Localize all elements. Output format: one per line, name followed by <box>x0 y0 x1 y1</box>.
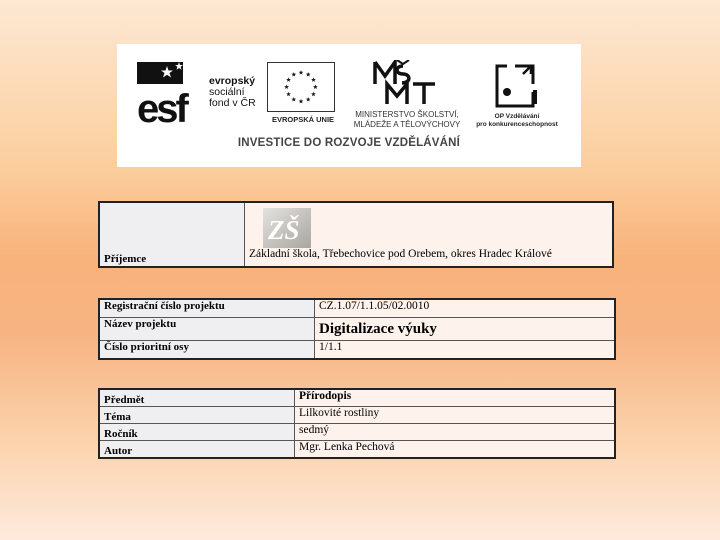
msmt-caption-line-2: MLÁDEŽE A TĚLOVÝCHOVY <box>353 120 461 129</box>
esf-text-line-3: fond v ČR <box>209 97 256 109</box>
esf-logo-text <box>209 76 269 109</box>
esf-text-line-2: sociální <box>209 86 245 98</box>
table-row <box>99 318 615 341</box>
grade-value: sedmý <box>295 424 616 441</box>
esf-logo <box>137 62 257 132</box>
eu-flag-icon <box>267 62 335 112</box>
topic-value: Lilkovité rostliny <box>295 407 616 424</box>
project-name-label: Název projektu <box>99 318 315 341</box>
lesson-table <box>98 388 616 459</box>
eu-logo <box>265 62 341 128</box>
registration-number-value: CZ.1.07/1.1.05/02.0010 <box>315 299 616 318</box>
recipient-cell <box>245 202 614 267</box>
recipient-table <box>98 201 614 268</box>
project-name-value: Digitalizace výuky <box>315 318 616 341</box>
op-logo <box>473 60 561 132</box>
grade-label: Ročník <box>99 424 295 441</box>
registration-number-label: Registrační číslo projektu <box>99 299 315 318</box>
author-label: Autor <box>99 441 295 459</box>
op-mark-icon <box>493 62 539 110</box>
msmt-mark-icon <box>373 60 437 106</box>
topic-label: Téma <box>99 407 295 424</box>
subject-label: Předmět <box>99 389 295 407</box>
priority-axis-value: 1/1.1 <box>315 341 616 360</box>
author-value: Mgr. Lenka Pechová <box>295 441 616 459</box>
table-row <box>99 299 615 318</box>
school-logo-icon <box>263 208 311 248</box>
svg-text:ZŠ: ZŠ <box>268 215 300 245</box>
op-caption <box>473 113 561 129</box>
msmt-logo <box>345 60 469 132</box>
svg-text:esf: esf <box>137 87 186 126</box>
esf-text-line-1: evropský <box>209 75 256 87</box>
table-row <box>99 389 615 407</box>
priority-axis-label: Číslo prioritní osy <box>99 341 315 360</box>
slogan: INVESTICE DO ROZVOJE VZDĚLÁVÁNÍ <box>237 137 461 149</box>
project-table <box>98 298 616 360</box>
logo-banner <box>117 44 581 167</box>
eu-caption: EVROPSKÁ UNIE <box>271 115 335 124</box>
op-caption-line-2: pro konkurenceschopnost <box>476 121 558 128</box>
subject-value: Přírodopis <box>295 389 616 407</box>
table-row <box>99 341 615 360</box>
table-row <box>99 441 615 459</box>
msmt-caption <box>345 110 469 130</box>
recipient-value: Základní škola, Třebechovice pod Orebem, okres Hradec Králové <box>249 248 552 260</box>
recipient-label: Příjemce <box>99 202 245 267</box>
recipient-row <box>99 202 613 267</box>
table-row <box>99 424 615 441</box>
table-row <box>99 407 615 424</box>
esf-logo-mark-icon <box>137 62 207 126</box>
msmt-caption-line-1: MINISTERSTVO ŠKOLSTVÍ, <box>355 110 459 119</box>
op-caption-line-1: OP Vzdělávání <box>494 113 540 120</box>
